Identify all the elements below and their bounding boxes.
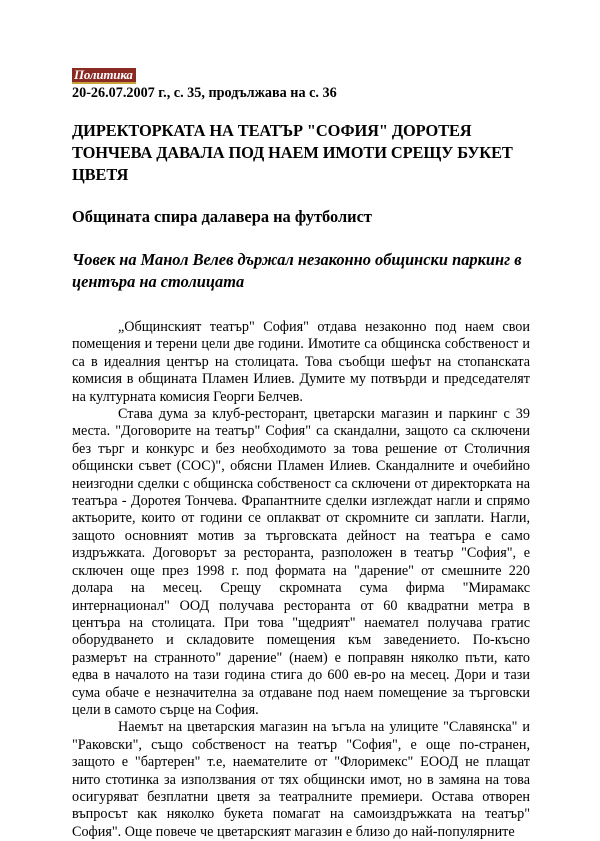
source-line: 20-26.07.2007 г., с. 35, продължава на с. 36 [72, 85, 337, 101]
lead-paragraph: Човек на Манол Велев държал незаконно общински паркинг в центъра на столицата [72, 250, 522, 291]
subheadline: Общината спира далавера на футболист [72, 207, 372, 226]
body-paragraph: Наемът на цветарския магазин на ъгъла на улиците "Славянска" и "Раковски", също собственост на театър "София", е още по-странен, защото е "бартерен" т.е, наемателите от "Флоримекс" ЕООД не плащат нито стотинка за използвания от тях общински имот, но в замяна на това осигуряват безплатни цветя за театралните премиери. Остава отворен въпросът как няколко букета помагат на самоиздръжката на театър" София". Още повече че цветарският магазин е близо до най-популярните [72, 719, 530, 840]
body-paragraph: „Общинският театър" София" отдава незаконно под наем свои помещения и терени цели две години. Имотите са общинска собственост и са в идеалния център на столицата. Това съобщи шефът на стопанската комисия в общината Пламен Илиев. Думите му потвърди и председателят на културната комисия Георги Белчев. [72, 319, 530, 405]
article-page [72, 66, 530, 841]
article-body [72, 319, 530, 841]
headline: ДИРЕКТОРКАТА НА ТЕАТЪР "СОФИЯ" ДОРОТЕЯ ТОНЧЕВА ДАВАЛА ПОД НАЕМ ИМОТИ СРЕЩУ БУКЕТ ЦВЕТЯ [72, 121, 513, 184]
newspaper-logo: Политика [72, 68, 136, 84]
body-paragraph: Става дума за клуб-ресторант, цветарски магазин и паркинг с 39 места. "Договорите на театър" София" са скандални, защото са сключени без търг и конкурс и без необходимото за това решение от Столичния общински съвет (СОС)", обясни Пламен Илиев. Скандалните и очебийно неизгодни сделки с общинска собственост са сключени от директорката на театъра - Доротея Тончева. Фрапантните сделки изглеждат нагли и спрямо актьорите, които от години се оплакват от скромните си заплати. Нагли, защото основният мотив за търговската дейност на театъра е само издръжката. Договорът за ресторанта, разположен в театър "София", е сключен още през 1998 г. под формата на "дарение" от смешните 220 долара на месец. Срещу скромната сума фирма "Мирамакс интернационал" ООД получава ресторанта от 60 квадратни метра в центъра на столицата. При това "щедрият" наемател получава гратис оборудването и складовите помещения към заведението. По-късно размерът на странното" дарение" (наем) е поправян няколко пъти, като едва в началото на тази година стига до 600 ев-ро на месец. Дори и тази сума обаче е незначителна за отдаване под наем помещение за търговски цели в самото сърце на София. [72, 406, 530, 718]
